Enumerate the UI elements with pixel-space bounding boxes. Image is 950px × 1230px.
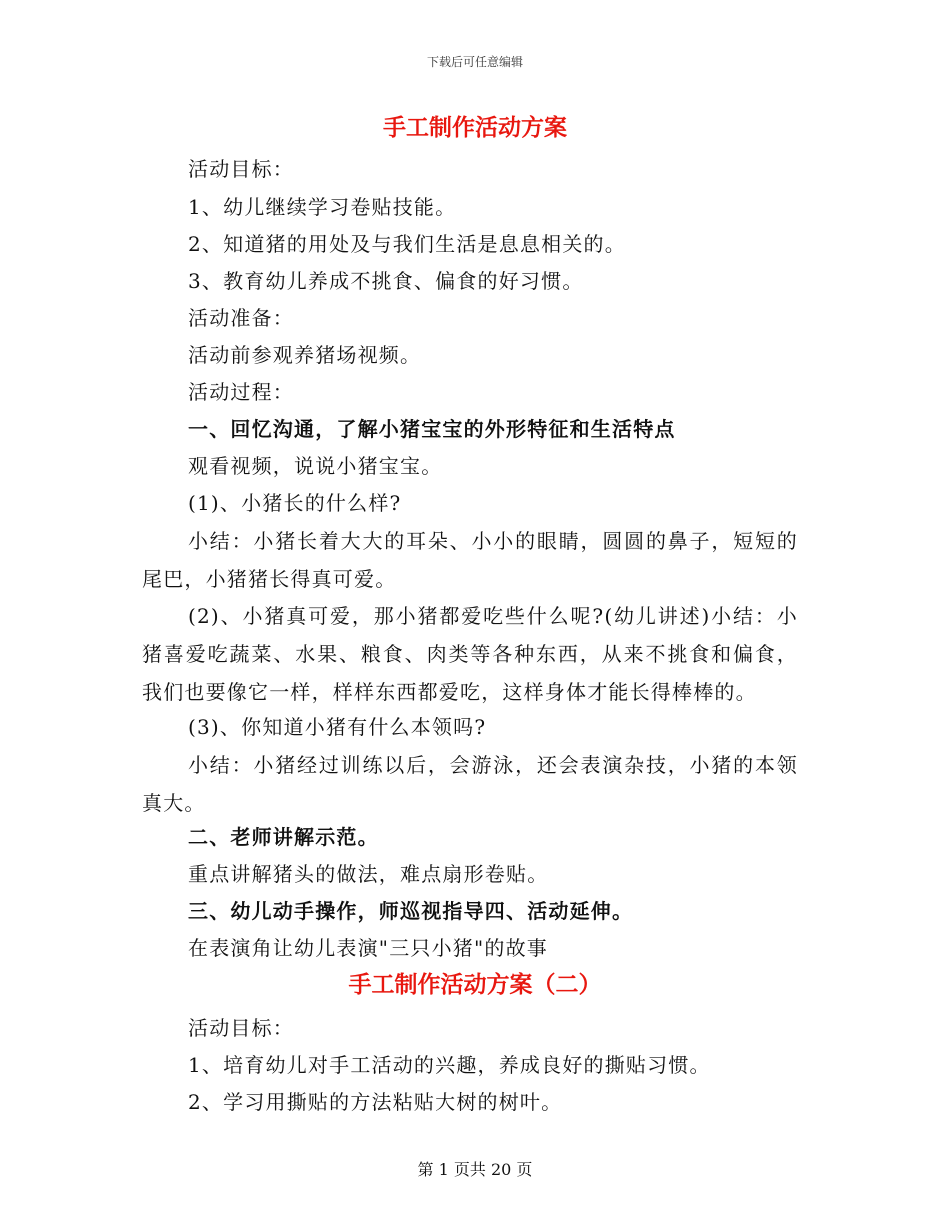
question-1: (1)、小猪长的什么样? bbox=[188, 491, 402, 515]
step4-text: 在表演角让幼儿表演"三只小猪"的故事 bbox=[188, 936, 548, 960]
section2-goals-heading: 活动目标： bbox=[188, 1016, 294, 1040]
step3-heading: 三、幼儿动手操作，师巡视指导四、活动延伸。 bbox=[188, 899, 634, 923]
question-1-summary: 小结：小猪长着大大的耳朵、小小的眼睛，圆圆的鼻子，短短的尾巴，小猪猪长得真可爱。 bbox=[142, 529, 798, 591]
question-3: (3)、你知道小猪有什么本领吗? bbox=[188, 715, 487, 739]
step1-intro: 观看视频，说说小猪宝宝。 bbox=[188, 454, 443, 478]
goal-item-2: 2、知道猪的用处及与我们生活是息息相关的。 bbox=[188, 232, 626, 256]
goal-item-1: 1、幼儿继续学习卷贴技能。 bbox=[188, 195, 457, 219]
prep-heading: 活动准备： bbox=[188, 306, 294, 330]
question-2-paragraph: (2)、小猪真可爱，那小猪都爱吃些什么呢?(幼儿讲述)小结：小猪喜爱吃蔬菜、水果、粮食、肉类等各种东西，从来不挑食和偏食，我们也要像它一样，样样东西都爱吃，这样身体才能长得棒棒的。 bbox=[142, 604, 798, 704]
step2-heading: 二、老师讲解示范。 bbox=[188, 825, 379, 849]
prep-text: 活动前参观养猪场视频。 bbox=[188, 343, 422, 367]
question-3-summary: 小结：小猪经过训练以后，会游泳，还会表演杂技，小猪的本领真大。 bbox=[142, 753, 798, 815]
goal-item-3: 3、教育幼儿养成不挑食、偏食的好习惯。 bbox=[188, 269, 584, 293]
section2-goal-item-1: 1、培育幼儿对手工活动的兴趣，养成良好的撕贴习惯。 bbox=[188, 1053, 711, 1077]
document-title: 手工制作活动方案 bbox=[383, 114, 567, 141]
download-note: 下载后可任意编辑 bbox=[426, 55, 523, 69]
step1-heading: 一、回忆沟通，了解小猪宝宝的外形特征和生活特点 bbox=[188, 417, 676, 441]
section2-title: 手工制作活动方案（二） bbox=[348, 971, 602, 998]
process-heading: 活动过程： bbox=[188, 380, 294, 404]
page-number: 第 1 页共 20 页 bbox=[417, 1160, 533, 1179]
section2-goal-item-2: 2、学习用撕贴的方法粘贴大树的树叶。 bbox=[188, 1090, 563, 1114]
step2-text: 重点讲解猪头的做法，难点扇形卷贴。 bbox=[188, 862, 549, 886]
goals-heading: 活动目标： bbox=[188, 157, 294, 181]
